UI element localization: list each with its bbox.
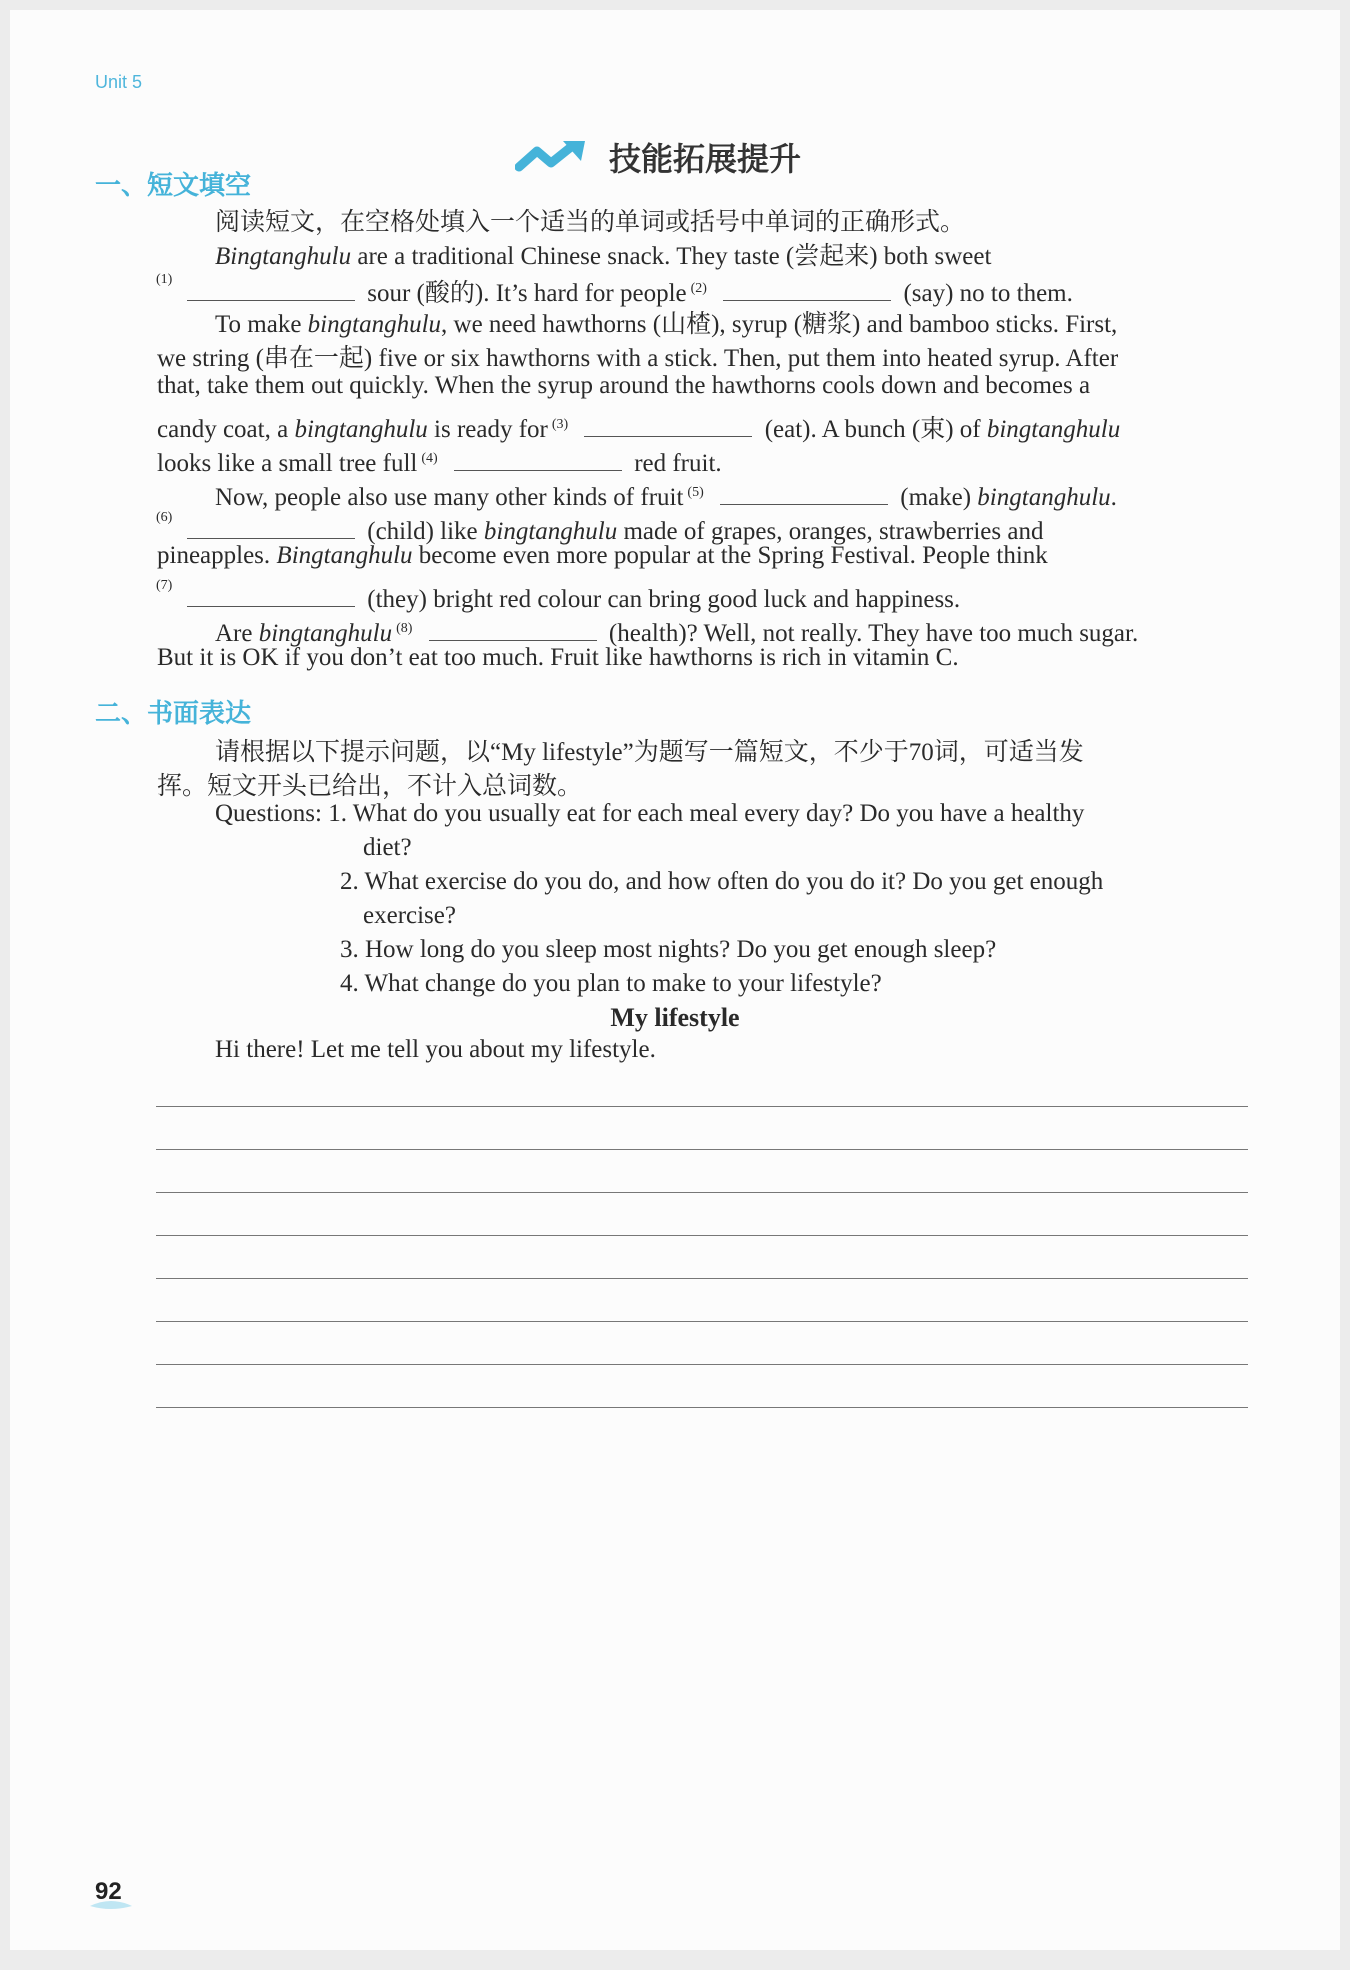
passage-line: pineapples. Bingtanghulu become even more popular at the Spring Festival. People think <box>157 542 1048 569</box>
writing-line[interactable] <box>156 1278 1248 1279</box>
section2-heading: 二、书面表达 <box>95 699 252 729</box>
writing-line[interactable] <box>156 1106 1248 1107</box>
question-4: 4. What change do you plan to make to your lifestyle? <box>340 970 882 997</box>
blank-7-input[interactable] <box>187 576 355 607</box>
section1-instruction: 阅读短文，在空格处填入一个适当的单词或括号中单词的正确形式。 <box>215 209 966 236</box>
section-banner <box>515 134 801 180</box>
blank-number: (6) <box>156 510 173 525</box>
question-2: 2. What exercise do you do, and how often do you do it? Do you get enough <box>340 868 1104 895</box>
question-1: Questions: 1. What do you usually eat for each meal every day? Do you have a healthy <box>215 800 1085 827</box>
writing-line[interactable] <box>156 1407 1248 1408</box>
blank-3-input[interactable] <box>584 406 752 437</box>
passage-line: we string (串在一起) five or six hawthorns with a stick. Then, put them into heated syrup. After <box>157 345 1119 372</box>
question-3: 3. How long do you sleep most nights? Do you get enough sleep? <box>340 936 997 963</box>
writing-line[interactable] <box>156 1321 1248 1322</box>
passage-line: that, take them out quickly. When the syrup around the hawthorns cools down and becomes a <box>157 372 1091 399</box>
blank-2-input[interactable] <box>723 270 891 301</box>
question-1-cont: diet? <box>363 834 412 861</box>
trend-arrow-icon <box>515 137 591 177</box>
section2-instruction: 请根据以下提示问题，以“My lifestyle”为题写一篇短文，不少于70词，可适当发 <box>215 739 1084 766</box>
blank-number: (1) <box>156 272 173 287</box>
passage-line: candy coat, a bingtanghulu is ready for $^{(3)}$ (eat). A bunch (束) of bingtanghulu <box>157 406 1120 445</box>
writing-line[interactable] <box>156 1149 1248 1150</box>
blank-number: (7) <box>156 578 173 593</box>
section2-instruction: 挥。短文开头已给出，不计入总词数。 <box>157 773 583 800</box>
page-number: 92 <box>95 1878 122 1905</box>
unit-label: Unit 5 <box>95 72 143 92</box>
passage-line: Now, people also use many other kinds of fruit $^{(5)}$ (make) bingtanghulu. <box>215 474 1117 512</box>
section1-heading: 一、短文填空 <box>95 171 252 201</box>
question-2-cont: exercise? <box>363 902 456 929</box>
passage-line: looks like a small tree full $^{(4)}$ red fruit. <box>157 440 722 478</box>
blank-5-input[interactable] <box>720 474 888 505</box>
writing-line[interactable] <box>156 1192 1248 1193</box>
blank-1-input[interactable] <box>187 270 355 301</box>
passage-line: Bingtanghulu are a traditional Chinese snack. They taste (尝起来) both sweet <box>215 243 992 270</box>
workbook-page <box>10 10 1340 1950</box>
blank-4-input[interactable] <box>454 440 622 471</box>
passage-line: (child) like bingtanghulu made of grapes, oranges, strawberries and <box>157 508 1043 546</box>
writing-line[interactable] <box>156 1364 1248 1365</box>
writing-line[interactable] <box>156 1235 1248 1236</box>
essay-title: My lifestyle <box>610 1003 740 1032</box>
passage-line: But it is OK if you don’t eat too much. Fruit like hawthorns is rich in vitamin C. <box>157 644 959 671</box>
blank-6-input[interactable] <box>187 508 355 539</box>
blank-8-input[interactable] <box>429 610 597 641</box>
passage-line: (they) bright red colour can bring good luck and happiness. <box>157 576 960 614</box>
passage-line: sour (酸的). It’s hard for people $^{(2)}$ (say) no to them. <box>157 270 1073 309</box>
banner-title: 技能拓展提升 <box>609 140 802 178</box>
essay-opening: Hi there! Let me tell you about my lifestyle. <box>215 1036 656 1063</box>
passage-line: To make bingtanghulu, we need hawthorns (山楂), syrup (糖浆) and bamboo sticks. First, <box>215 311 1118 338</box>
passage-line: Are bingtanghulu $^{(8)}$ (health)? Well, not really. They have too much sugar. <box>215 610 1138 648</box>
